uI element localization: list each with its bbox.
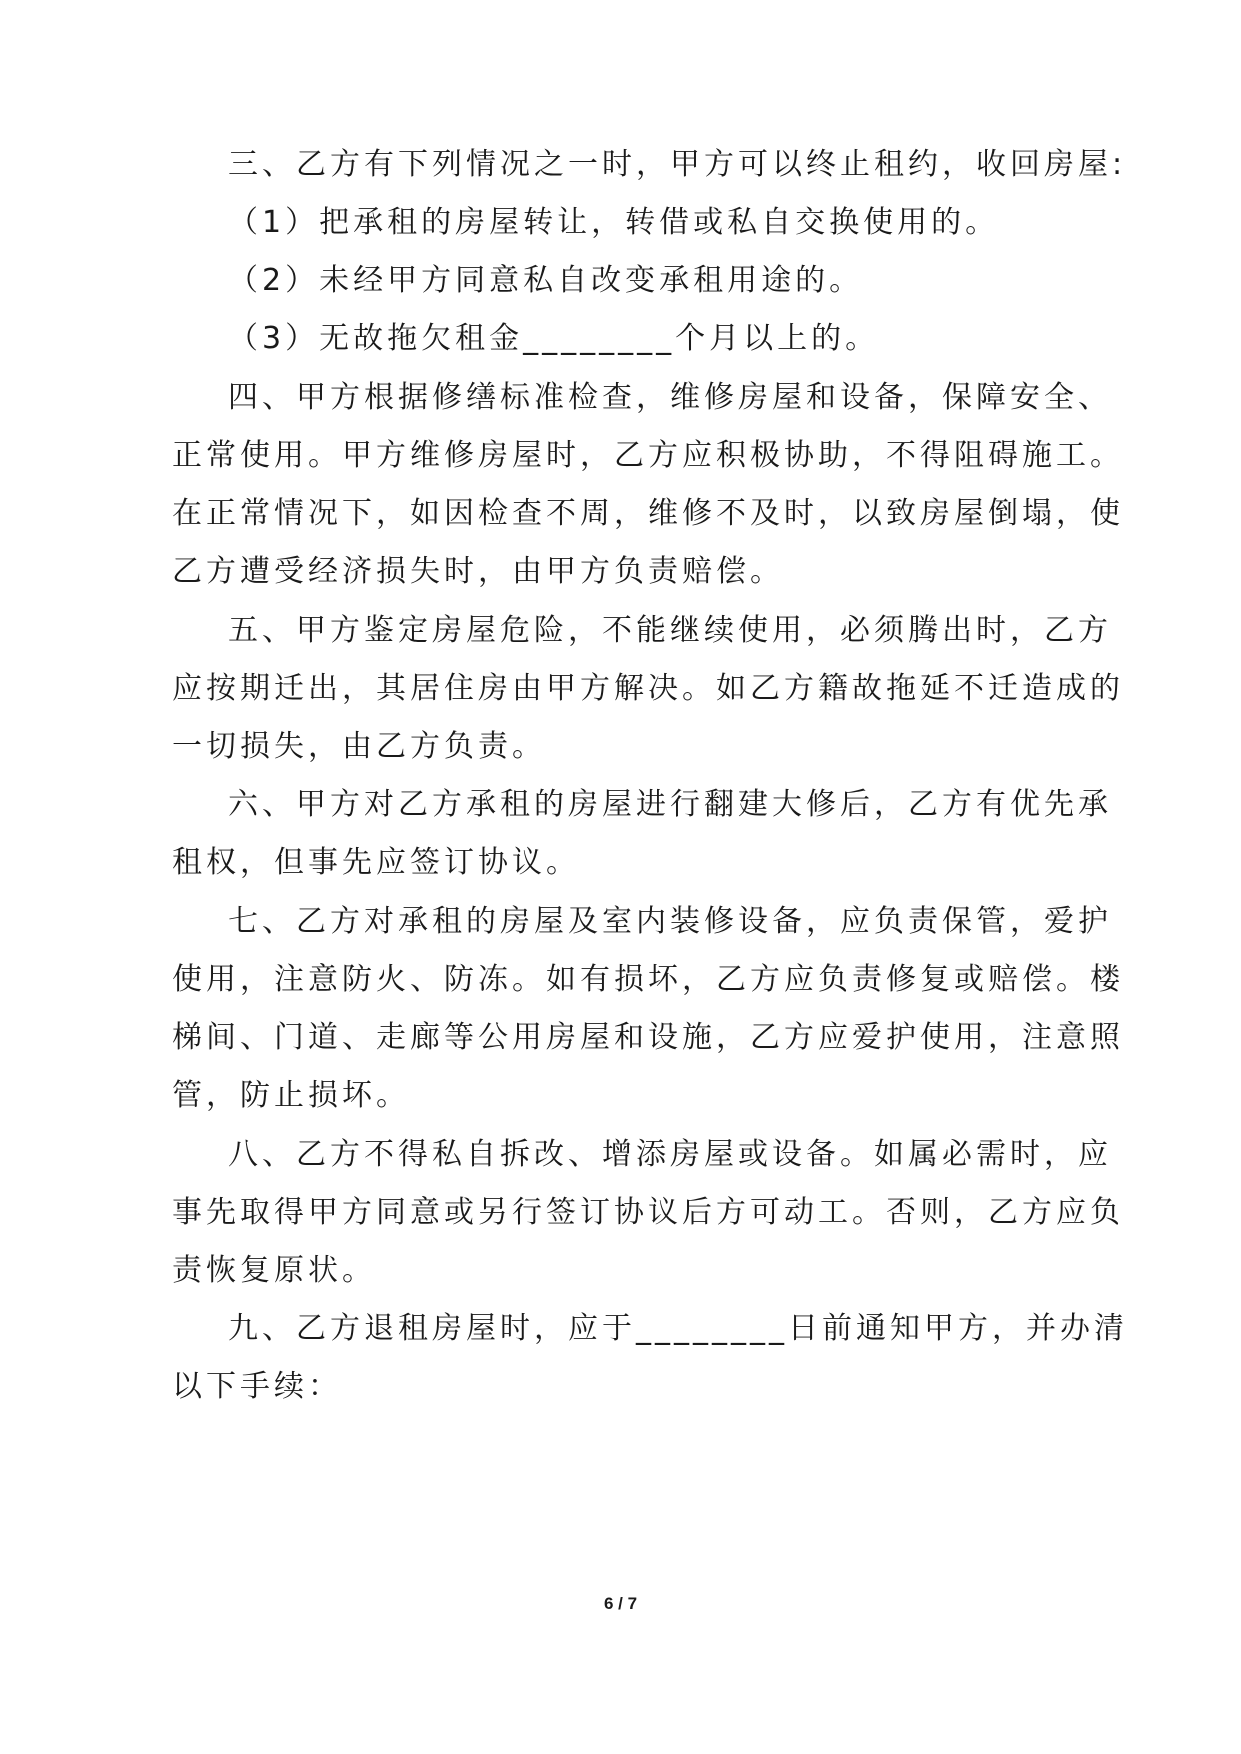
paragraph-6-line-1: 六、甲方对乙方承租的房屋进行翻建大修后，乙方有优先承 — [228, 787, 1112, 822]
paragraph-7-line-2: 使用，注意防火、防冻。如有损坏，乙方应负责修复或赔偿。楼 — [172, 962, 1124, 997]
page-number: 6 / 7 — [603, 1594, 638, 1613]
paragraph-4-line-1: 四、甲方根据修缮标准检查，维修房屋和设备，保障安全、 — [228, 380, 1112, 415]
paragraph-7-line-3: 梯间、门道、走廊等公用房屋和设施，乙方应爱护使用，注意照 — [172, 1020, 1124, 1055]
paragraph-5-line-3: 一切损失，由乙方负责。 — [172, 729, 546, 764]
paragraph-6-line-2: 租权，但事先应签订协议。 — [172, 845, 580, 880]
paragraph-5-line-2: 应按期迁出，其居住房由甲方解决。如乙方籍故拖延不迁造成的 — [172, 671, 1124, 706]
paragraph-9-line-1: 九、乙方退租房屋时，应于________日前通知甲方，并办清 — [228, 1311, 1128, 1346]
paragraph-7-line-1: 七、乙方对承租的房屋及室内装修设备，应负责保管，爱护 — [228, 904, 1112, 939]
paragraph-4-line-3: 在正常情况下，如因检查不周，维修不及时，以致房屋倒塌，使 — [172, 496, 1124, 531]
paragraph-8-line-2: 事先取得甲方同意或另行签订协议后方可动工。否则，乙方应负 — [172, 1195, 1124, 1230]
paragraph-3-item-2: （2）未经甲方同意私自改变承租用途的。 — [228, 263, 864, 298]
paragraph-8-line-3: 责恢复原状。 — [172, 1253, 376, 1288]
paragraph-3-item-1: （1）把承租的房屋转让，转借或私自交换使用的。 — [228, 205, 1000, 240]
paragraph-3-line-1: 三、乙方有下列情况之一时，甲方可以终止租约，收回房屋: — [228, 147, 1127, 182]
paragraph-9-line-2: 以下手续： — [172, 1369, 342, 1404]
paragraph-3-item-3: （3）无故拖欠租金________个月以上的。 — [228, 321, 880, 356]
paragraph-4-line-2: 正常使用。甲方维修房屋时，乙方应积极协助，不得阻碍施工。 — [172, 438, 1124, 473]
paragraph-7-line-4: 管，防止损坏。 — [172, 1078, 410, 1113]
paragraph-4-line-4: 乙方遭受经济损失时，由甲方负责赔偿。 — [172, 554, 784, 589]
paragraph-8-line-1: 八、乙方不得私自拆改、增添房屋或设备。如属必需时，应 — [228, 1137, 1112, 1172]
paragraph-5-line-1: 五、甲方鉴定房屋危险，不能继续使用，必须腾出时，乙方 — [228, 613, 1112, 648]
